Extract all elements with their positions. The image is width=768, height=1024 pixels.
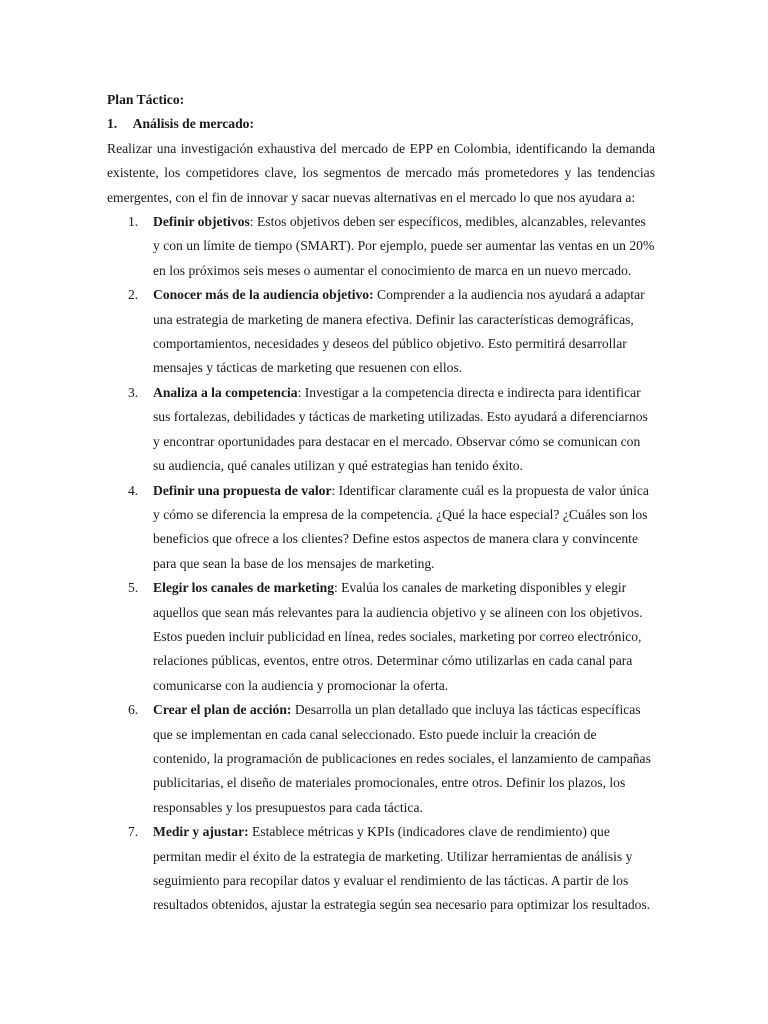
list-item-number: 4.: [128, 482, 139, 498]
list-item: [107, 381, 655, 479]
list-item: [107, 210, 655, 283]
list-item: [107, 576, 655, 698]
list-item-term: Definir una propuesta de valor: [153, 482, 332, 498]
list-item-text: : Investigar a la competencia directa e indirecta para identificar sus fortalezas, debilidades y tácticas de marketing utilizadas. Esto ayudará a diferenciarnos y encontrar oportunidades para destacar en el mercado. Observar cómo se comunican con su audiencia, qué canales utilizan y qué estrategias han tenido éxito.: [153, 384, 648, 474]
list-item-number: 7.: [128, 824, 139, 840]
list-item-text: Establece métricas y KPIs (indicadores clave de rendimiento) que permitan medir el éxito de la estrategia de marketing. Utilizar herramientas de análisis y seguimiento para recopilar datos y evaluar el rendimiento de las tácticas. A partir de los resultados obtenidos, ajustar la estrategia según sea necesario para optimizar los resultados.: [153, 824, 651, 913]
section-intro: Realizar una investigación exhaustiva del mercado de EPP en Colombia, identificando la demanda existente, los competidores clave, los segmentos de mercado más prometedores y las tendencias emergentes, con el fin de innovar y sacar nuevas alternativas en el mercado lo que nos ayudara a:: [107, 140, 655, 205]
list-item-term: Definir objetivos: [153, 214, 250, 230]
list-item-term: Medir y ajustar:: [153, 824, 249, 840]
list-item: [107, 283, 655, 381]
list-item-term: Crear el plan de acción:: [153, 702, 292, 718]
list-item-text: : Identificar claramente cuál es la propuesta de valor única y cómo se diferencia la empresa de la competencia. ¿Qué la hace especial? ¿Cuáles son los beneficios que ofrece a los clientes? Define estos aspectos de manera clara y convincente para que sean la base de los mensajes de marketing.: [153, 482, 649, 571]
list-item-number: 5.: [128, 580, 139, 596]
list-item-number: 6.: [128, 702, 139, 718]
list-item-number: 1.: [128, 214, 139, 230]
list-item-number: 2.: [128, 287, 139, 303]
list-item-text: Desarrolla un plan detallado que incluya las tácticas específicas que se implementan en cada canal seleccionado. Esto puede incluir la creación de contenido, la programación de publicaciones en redes sociales, el lanzamiento de campañas publicitarias, el diseño de materiales promocionales, entre otros. Definir los plazos, los responsables y los presupuestos para cada táctica.: [153, 702, 651, 815]
document-title: Plan Táctico:: [107, 92, 185, 107]
document-page: [107, 88, 655, 918]
section-number: 1.: [107, 116, 118, 132]
list-item: [107, 479, 655, 577]
list-item-number: 3.: [128, 384, 139, 400]
section-heading-text: Análisis de mercado:: [132, 116, 254, 132]
list-item-term: Conocer más de la audiencia objetivo:: [153, 287, 374, 303]
list-item-term: Analiza a la competencia: [153, 384, 298, 400]
list-item-text: Comprender a la audiencia nos ayudará a adaptar una estrategia de marketing de manera efectiva. Definir las características demográficas, comportamientos, necesidades y deseos del público objetivo. Esto permitirá desarrollar mensajes y tácticas de marketing que resuenen con ellos.: [153, 287, 645, 376]
list-item-text: : Evalúa los canales de marketing disponibles y elegir aquellos que sean más relevantes para la audiencia objetivo y se alineen con los objetivos. Estos pueden incluir publicidad en línea, redes sociales, marketing por correo electrónico, relaciones públicas, eventos, entre otros. Determinar cómo utilizarlas en cada canal para comunicarse con la audiencia y promocionar la oferta.: [153, 580, 643, 693]
list-item: [107, 820, 655, 918]
list-item-text: : Estos objetivos deben ser específicos, medibles, alcanzables, relevantes y con un límite de tiempo (SMART). Por ejemplo, puede ser aumentar las ventas en un 20% en los próximos seis meses o aumentar el conocimiento de marca en un nuevo mercado.: [153, 214, 655, 278]
numbered-list: [107, 210, 655, 918]
list-item-term: Elegir los canales de marketing: [153, 580, 334, 596]
list-item: [107, 698, 655, 820]
section-heading: [107, 112, 655, 136]
